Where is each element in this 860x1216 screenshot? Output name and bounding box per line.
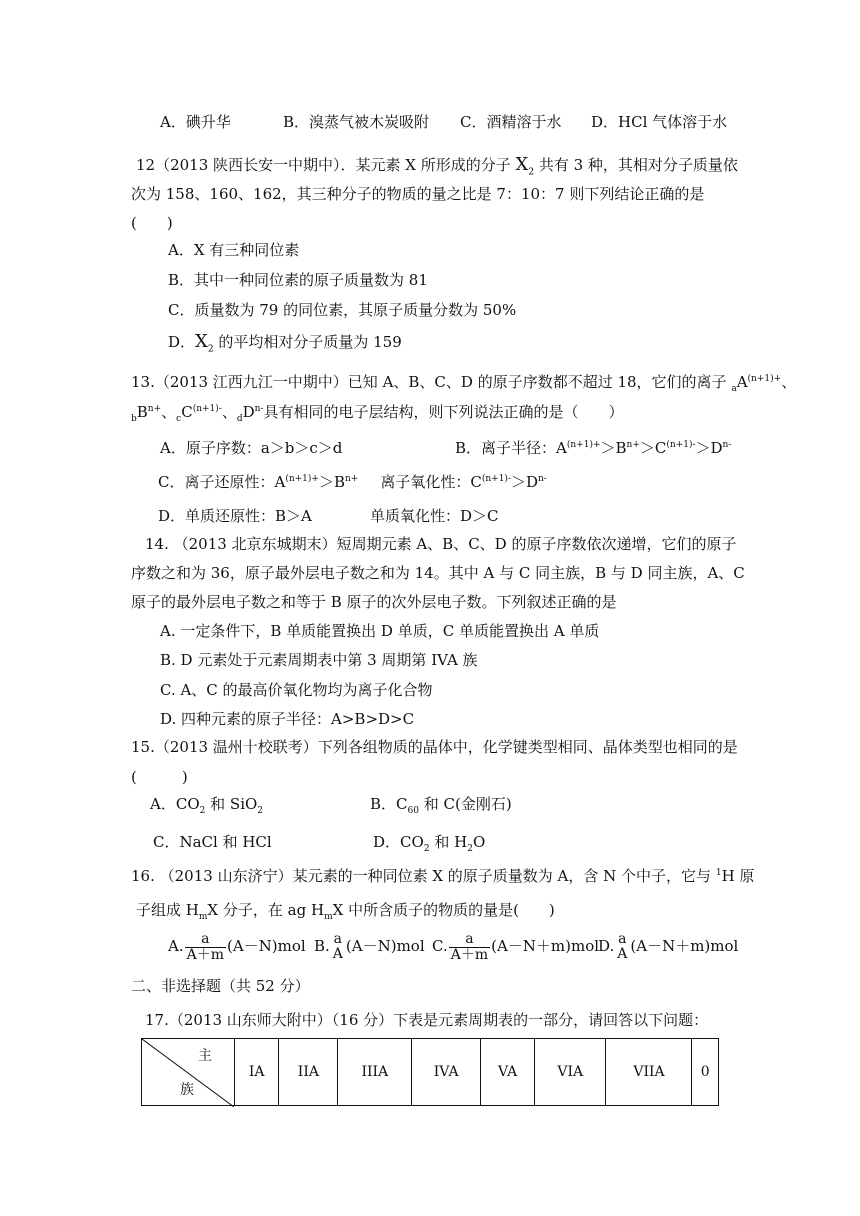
q11-option-a: A．碘升华 bbox=[160, 113, 231, 131]
header-group-via: VIA bbox=[535, 1039, 606, 1106]
corner-cell-diagonal bbox=[142, 1039, 235, 1106]
q13-option-b: B．离子半径：$A^{(n+1)+}>B^{n+}>C^{(n+1)-}>D^{n-}$ bbox=[455, 439, 732, 457]
fraction-a-over-a: a A bbox=[617, 931, 628, 962]
q15-option-c: C．NaCl 和 HCl bbox=[153, 833, 272, 851]
q12-stem-post: 共有 3 种，其相对分子质量依 bbox=[534, 156, 738, 174]
q13-option-c: C．离子还原性：$A^{(n+1)+}>B^{n+}$ 离子氧化性：$C^{(n+1)-}>D^{n-}$ bbox=[158, 473, 547, 491]
q15-option-a: A．$CO_2$ 和 SiO$_2$ bbox=[150, 795, 264, 816]
q16-option-d: D. a A (A－N＋m)mol bbox=[598, 931, 739, 962]
q16-stem-line2: 子组成 $H_mX$ 分子，在 ag $H_mX$ 中所含质子的物质的量是( ) bbox=[136, 901, 555, 922]
q15-stem: 15.（2013 温州十校联考）下列各组物质的晶体中，化学键类型相同、晶体类型也相同的是 bbox=[131, 738, 738, 756]
header-group-0: 0 bbox=[692, 1039, 719, 1106]
q15-option-d: D．$CO_2$ 和 $H_2O$ bbox=[373, 833, 486, 854]
q13-stem-line1: 13.（2013 江西九江一中期中）已知 A、B、C、D 的原子序数都不超过 18，它们的离子 $_aA^{(n+1)+}$、 bbox=[131, 373, 797, 394]
q12-answer-paren: ( ) bbox=[131, 214, 173, 232]
q11-option-c: C．酒精溶于水 bbox=[460, 113, 562, 131]
q12-option-a: A．X 有三种同位素 bbox=[168, 241, 300, 259]
q14-option-d: D. 四种元素的原子半径：A>B>D>C bbox=[160, 710, 415, 728]
q15-answer-paren: ( ) bbox=[131, 768, 188, 786]
fraction-a-over-a-plus-m: $\frac{a}{A+m}$ bbox=[450, 930, 489, 963]
fraction-a-over-a: a A bbox=[332, 931, 343, 962]
q12-option-b: B．其中一种同位素的原子质量数为 81 bbox=[168, 271, 428, 289]
q14-option-b: B. D 元素处于元素周期表中第 3 周期第 IVA 族 bbox=[160, 651, 478, 669]
q13-stem-line2: $_bB^{n+}$、$_cC^{(n+1)-}$、$_dD^{n-}$具有相同的电子层结构，则下列说法正确的是（ ） bbox=[131, 403, 624, 424]
q12-stem-pre: 12（2013 陕西长安一中期中）．某元素 X 所形成的分子 bbox=[136, 156, 516, 174]
q12-stem-line1 bbox=[136, 154, 738, 178]
q16-option-a: A. $\frac{a}{A+m}$ (A－N)mol bbox=[168, 930, 306, 963]
q14-stem-line2: 序数之和为 36，原子最外层电子数之和为 14。其中 A 与 C 同主族，B 与 D 同主族，A、C bbox=[131, 564, 745, 582]
q14-stem-line1: 14. （2013 北京东城期末）短周期元素 A、B、C、D 的原子序数依次递增，它们的原子 bbox=[145, 535, 737, 553]
header-group-iiia: IIIA bbox=[338, 1039, 412, 1106]
q12-stem-line2: 次为 158、160、162，其三种分子的物质的量之比是 7：10：7 则下列结论正确的是 bbox=[131, 185, 705, 203]
q13-option-d-reducibility: D．单质还原性：B＞A bbox=[158, 507, 312, 525]
header-group-ia: IA bbox=[235, 1039, 279, 1106]
fraction-a-over-a-plus-m: $\frac{a}{A+m}$ bbox=[186, 930, 224, 963]
table-header-row bbox=[142, 1039, 719, 1106]
q12-option-d: D．$X_2$ 的平均相对分子质量为 159 bbox=[168, 331, 402, 355]
q14-option-c: C. A、C 的最高价氧化物均为离子化合物 bbox=[160, 681, 433, 699]
corner-label-group-lower: 族 bbox=[180, 1082, 194, 1098]
periodic-table-partial bbox=[141, 1038, 719, 1106]
q15-option-b: B．$C_{60}$ 和 C(金刚石) bbox=[370, 795, 512, 816]
q16-option-b: B. a A (A－N)mol bbox=[314, 931, 425, 962]
q11-option-d: D．HCl 气体溶于水 bbox=[591, 113, 728, 131]
header-group-iva: IVA bbox=[412, 1039, 481, 1106]
q16-option-c: C. $\frac{a}{A+m}$ (A－N＋m)mol bbox=[432, 930, 600, 963]
q17-stem: 17.（2013 山东师大附中）（16 分）下表是元素周期表的一部分，请回答以下问题： bbox=[145, 1011, 709, 1029]
header-group-va: VA bbox=[481, 1039, 535, 1106]
molecule-x2: $X_2$ bbox=[195, 331, 214, 355]
molecule-x2: $X_2$ bbox=[515, 154, 535, 178]
header-group-iia: IIA bbox=[279, 1039, 338, 1106]
q14-stem-line3: 原子的最外层电子数之和等于 B 原子的次外层电子数。下列叙述正确的是 bbox=[131, 593, 617, 611]
header-group-viia: VIIA bbox=[606, 1039, 692, 1106]
section-heading-non-choice: 二、非选择题（共 52 分） bbox=[131, 977, 310, 995]
q14-option-a: A. 一定条件下，B 单质能置换出 D 单质，C 单质能置换出 A 单质 bbox=[160, 622, 600, 640]
q13-option-d-oxidizability: 单质氧化性：D＞C bbox=[370, 507, 499, 525]
q12-option-c: C．质量数为 79 的同位素，其原子质量分数为 50% bbox=[168, 301, 517, 319]
q13-option-a: A．原子序数：a＞b＞c＞d bbox=[160, 439, 343, 457]
q11-option-b: B．溴蒸气被木炭吸附 bbox=[283, 113, 430, 131]
corner-label-group: 主 bbox=[198, 1048, 212, 1064]
q16-stem-line1: 16. （2013 山东济宁）某元素的一种同位素 X 的原子质量数为 A，含 N 个中子，它与 $^1$H 原 bbox=[131, 867, 755, 885]
